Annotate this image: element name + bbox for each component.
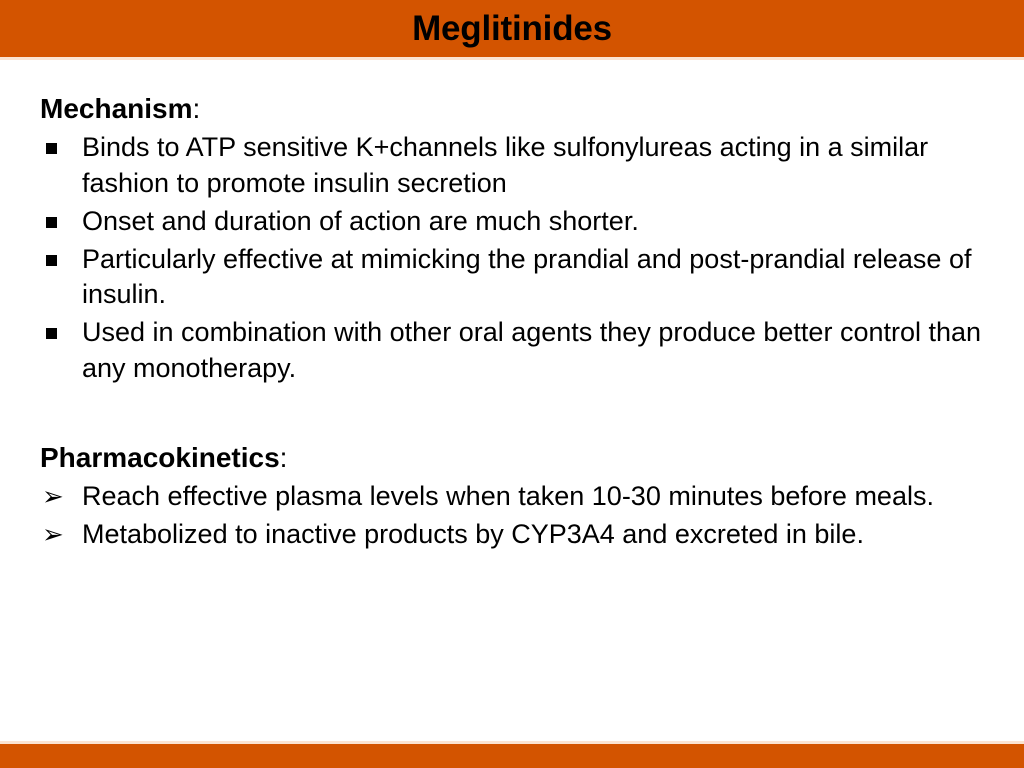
section-heading-mechanism: [40, 90, 984, 128]
list-item: [40, 315, 984, 387]
section-heading-colon: :: [279, 442, 288, 474]
arrow-bullet-icon: ➢: [42, 518, 64, 549]
slide-title-bar: [0, 0, 1024, 57]
slide-body: [0, 60, 1024, 744]
list-item: [40, 242, 984, 314]
list-item: [40, 204, 984, 240]
section-heading-text: Mechanism: [40, 93, 193, 124]
list-item: [40, 130, 984, 202]
section-mechanism: [40, 90, 984, 387]
list-item: [40, 479, 984, 515]
page-title: Meglitinides: [412, 9, 612, 48]
bullet-list-mechanism: [40, 130, 984, 387]
square-bullet-icon: [46, 217, 57, 228]
arrow-bullet-icon: ➢: [42, 480, 64, 511]
section-heading-text: Pharmacokinetics: [40, 442, 280, 474]
slide-footer-bar: [0, 744, 1024, 768]
list-item-text: Used in combination with other oral agents they produce better control than any monotherapy.: [82, 317, 982, 384]
section-heading-pharmacokinetics: [40, 439, 984, 477]
section-spacer: [40, 389, 984, 439]
square-bullet-icon: [46, 143, 57, 154]
section-pharmacokinetics: [40, 439, 984, 553]
square-bullet-icon: [46, 255, 57, 266]
bullet-list-pharmacokinetics: [40, 479, 984, 553]
list-item-text: Particularly effective at mimicking the prandial and post-prandial release of insulin.: [82, 243, 972, 310]
list-item-text: Metabolized to inactive products by CYP3A4 and excreted in bile.: [82, 518, 864, 549]
list-item-text: Onset and duration of action are much shorter.: [82, 205, 639, 236]
list-item-text: Reach effective plasma levels when taken 10-30 minutes before meals.: [82, 480, 934, 511]
list-item: [40, 517, 984, 553]
list-item-text: Binds to ATP sensitive K+channels like sulfonylureas acting in a similar fashion to promote insulin secretion: [82, 131, 929, 198]
section-heading-colon: :: [192, 93, 201, 124]
square-bullet-icon: [46, 328, 57, 339]
